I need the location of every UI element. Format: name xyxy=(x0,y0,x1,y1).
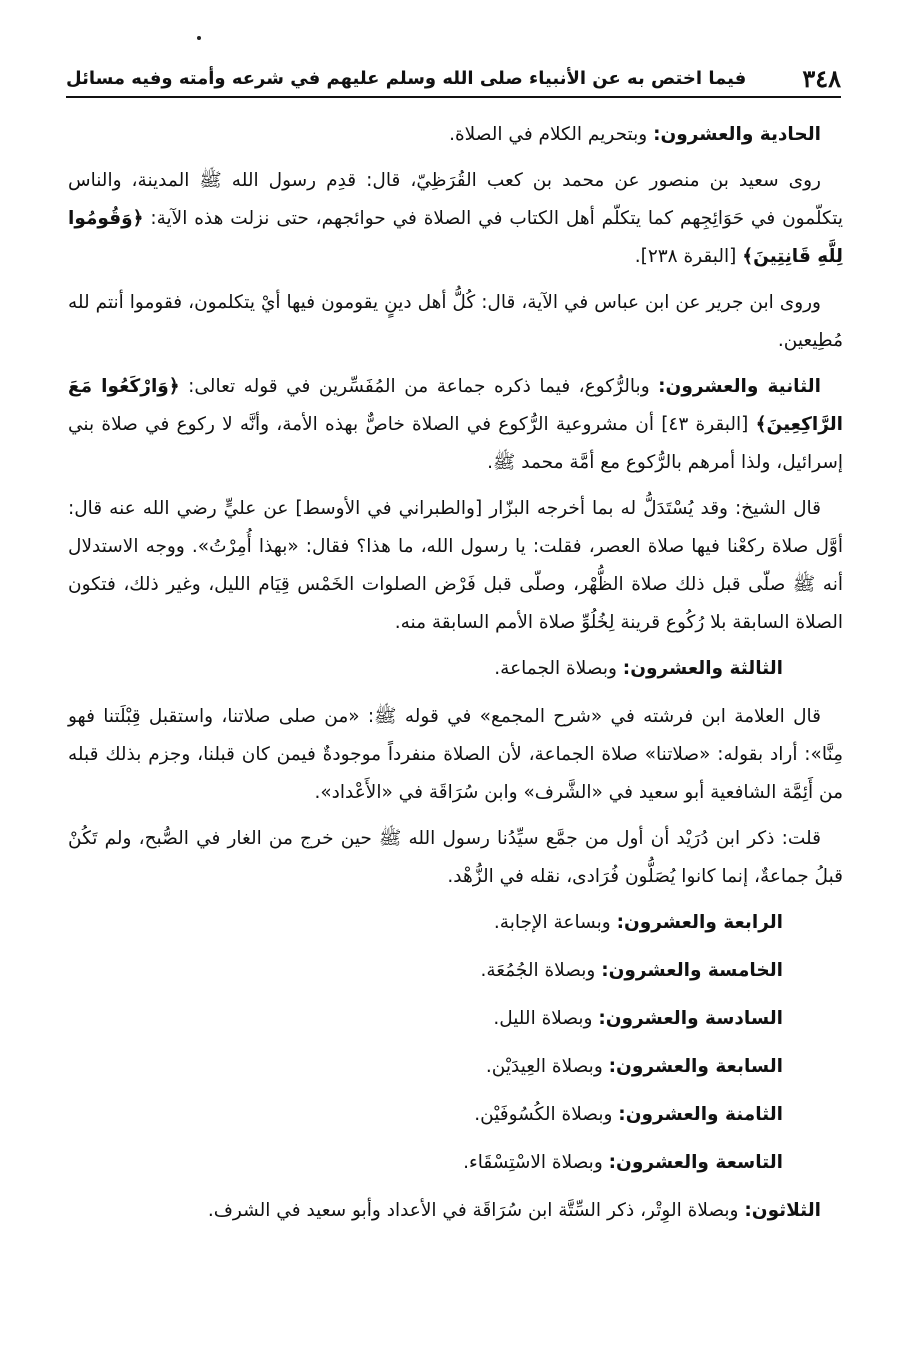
paragraph xyxy=(68,368,843,482)
section-heading: الثانية والعشرون: xyxy=(658,376,821,397)
paragraph xyxy=(68,1192,843,1230)
paragraph xyxy=(68,1048,843,1086)
paragraph-text: قال العلامة ابن فرشته في «شرح المجمع» في قوله ﷺ: «من صلى صلاتنا، واستقبل قِبْلَتنا فهو مِنَّا»: أراد بقوله: «صلاتنا» صلاة الجماعة، لأن الصلاة منفرداً موجودةٌ فيمن كان قبلنا، وجزم بذلك قبله من أَئِمَّة الشافعية أبو سعيد في «الشَّرف» وابن سُرَاقَة في «الأَعْداد». xyxy=(68,706,843,803)
paragraph xyxy=(68,904,843,942)
paragraph xyxy=(68,952,843,990)
paragraph xyxy=(68,1000,843,1038)
section-heading: التاسعة والعشرون: xyxy=(608,1152,783,1173)
paragraph-text: وبصلاة الاسْتِسْقَاء. xyxy=(463,1152,609,1173)
paragraph-text: وبتحريم الكلام في الصلاة. xyxy=(449,124,654,145)
paragraph-text: قلت: ذكر ابن دُرَيْد أن أول من جمَّع سيِّدُنا رسول الله ﷺ حين خرج من الغار في الصُّبح، ولم تَكُنْ قبلُ جماعةٌ، إنما كانوا يُصَلُّون فُرَادى، نقله في الزُّهْد. xyxy=(68,828,843,887)
paragraph-text: وبصلاة الكُسُوفَيْن. xyxy=(474,1104,619,1125)
section-heading: السابعة والعشرون: xyxy=(608,1056,783,1077)
paragraph-text: وروى ابن جرير عن ابن عباس في الآية، قال: كُلُّ أهل دينٍ يقومون فيها أيْ يتكلمون، فقوموا أنتم لله مُطِيعين. xyxy=(68,292,843,351)
section-heading: الثامنة والعشرون: xyxy=(618,1104,783,1125)
paragraph xyxy=(68,490,843,642)
paragraph xyxy=(68,1096,843,1134)
section-heading: الثلاثون: xyxy=(744,1200,821,1221)
paragraph-text-continued: [البقرة ٢٣٨]. xyxy=(634,246,743,267)
paragraph-text: وبصلاة الوِتْر، ذكر السِّتَّة ابن سُرَاقَة في الأعداد وأبو سعيد في الشرف. xyxy=(207,1200,745,1221)
page-body xyxy=(68,116,843,1238)
page-header xyxy=(66,58,841,98)
paragraph-text: وبصلاة الليل. xyxy=(493,1008,599,1029)
paragraph xyxy=(68,116,843,154)
running-title: فيما اختص به عن الأنبياء صلى الله وسلم عليهم في شرعه وأمته وفيه مسائل xyxy=(66,68,747,89)
paragraph-text: قال الشيخ: وقد يُسْتَدَلُّ له بما أخرجه البزّار [والطبراني في الأوسط] عن عليٍّ رضي الله عنه قال: أوَّل صلاة ركعْنا فيها صلاة العصر، فقلت: يا رسول الله، ما هذا؟ فقال: «بهذا أُمِرْتُ». ووجه الاستدلال أنه ﷺ صلّى قبل ذلك صلاة الظُّهْر، وصلّى قبل فَرْض الصلوات الخَمْس قِيَام الليل، وغير ذلك، فتكون الصلاة السابقة بلا رُكُوع قرينة لِخُلُوِّ صلاة الأمم السابقة منه. xyxy=(68,498,843,633)
section-heading: الثالثة والعشرون: xyxy=(622,658,783,679)
section-heading: الحادية والعشرون: xyxy=(653,124,821,145)
paragraph-text: روى سعيد بن منصور عن محمد بن كعب القُرَظِيّ، قال: قدِم رسول الله ﷺ المدينة، والناس يتكلّمون في حَوَائِجِهم كما يتكلّم أهل الكتاب في الصلاة في حوائجهم، حتى نزلت هذه الآية: xyxy=(68,170,843,229)
paragraph xyxy=(68,698,843,812)
paragraph-text: وبساعة الإجابة. xyxy=(493,912,617,933)
paragraph-text: وبصلاة الجماعة. xyxy=(494,658,623,679)
stray-mark xyxy=(197,36,201,40)
section-heading: الرابعة والعشرون: xyxy=(616,912,783,933)
quran-verse: ﴿وَقُومُوا لِلَّهِ قَانِتِينَ﴾ xyxy=(68,208,843,267)
page-number: ٣٤٨ xyxy=(802,64,841,93)
paragraph-text: وبصلاة العِيدَيْن. xyxy=(485,1056,609,1077)
paragraph xyxy=(68,162,843,276)
section-heading: الخامسة والعشرون: xyxy=(601,960,783,981)
paragraph xyxy=(68,284,843,360)
paragraph-text: وبالرُّكوع، فيما ذكره جماعة من المُفَسِّرين في قوله تعالى: xyxy=(179,376,659,397)
paragraph-text-continued: [البقرة ٤٣] أن مشروعية الرُّكوع في الصلاة خاصٌّ بهذه الأمة، وأنَّه لا ركوع في صلاة بني إسرائيل، ولذا أمرهم بالرُّكوع مع أمَّة محمد ﷺ. xyxy=(68,414,843,473)
quran-verse: ﴿وَارْكَعُوا مَعَ الرَّاكِعِينَ﴾ xyxy=(68,376,843,435)
section-heading: السادسة والعشرون: xyxy=(598,1008,783,1029)
paragraph xyxy=(68,820,843,896)
paragraph-text: وبصلاة الجُمُعَة. xyxy=(480,960,602,981)
paragraph xyxy=(68,650,843,688)
paragraph xyxy=(68,1144,843,1182)
